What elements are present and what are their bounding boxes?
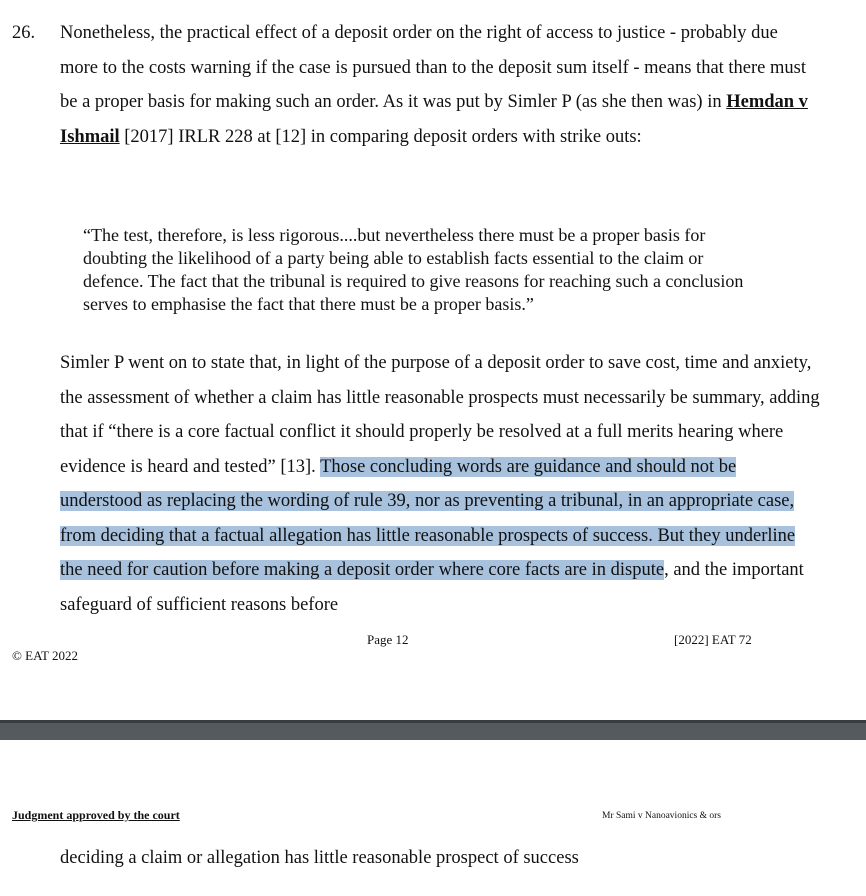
footer-page-number: Page 12 <box>367 632 409 647</box>
footer-citation: [2022] EAT 72 <box>674 632 752 647</box>
paragraph-26-intro: Nonetheless, the practical effect of a deposit order on the right of access to justice - probably due more to the costs warning if the case is pursued than to the deposit sum itself - means that there must be a proper basis for making such an order. As it was put by Simler P (as she then was) in <box>60 23 806 112</box>
paragraph-26-outro: [2017] IRLR 228 at [12] in comparing deposit orders with strike outs: <box>119 126 642 147</box>
case-name-hemdan-v-ishmail: Hemdan v Ishmail <box>60 92 808 147</box>
page-header-left: Judgment approved by the court <box>12 808 180 822</box>
highlighted-selection[interactable]: Those concluding words are guidance and should not be understood as replacing the wording of rule 39, nor as preventing a tribunal, in an appropriate case, from deciding that a factual allegation has little reasonable prospects of success. But they underline the need for caution before making a deposit order where core facts are in dispute <box>60 456 796 580</box>
continued-paragraph: deciding a claim or allegation has little reasonable prospect of success <box>60 848 579 868</box>
block-quote: “The test, therefore, is less rigorous....but nevertheless there must be a proper basis for doubting the likelihood of a party being able to establish facts essential to the claim or defence. The fact that the tribunal is required to give reasons for reaching such a conclusion serves to emphasise the fact that there must be a proper basis.” <box>83 225 744 314</box>
paragraph-simler-tail: , and the important safeguard of sufficient reasons before <box>60 560 804 615</box>
page-separator <box>0 720 866 740</box>
page-separator-shadow <box>0 720 866 723</box>
paragraph-number: 26. <box>12 23 36 43</box>
paragraph-26 <box>60 16 820 154</box>
document-page-13 <box>0 740 866 896</box>
footer-copyright: © EAT 2022 <box>12 648 78 663</box>
paragraph-simler <box>60 346 820 622</box>
paragraph-simler-plain: Simler P went on to state that, in light of the purpose of a deposit order to save cost, time and anxiety, the assessment of whether a claim has little reasonable prospects must necessarily be summary, adding that if “there is a core factual conflict it should properly be resolved at a full merits hearing where evidence is heard and tested” [13]. <box>60 353 820 477</box>
page-header-right: Mr Sami v Nanoavionics & ors <box>602 811 722 821</box>
